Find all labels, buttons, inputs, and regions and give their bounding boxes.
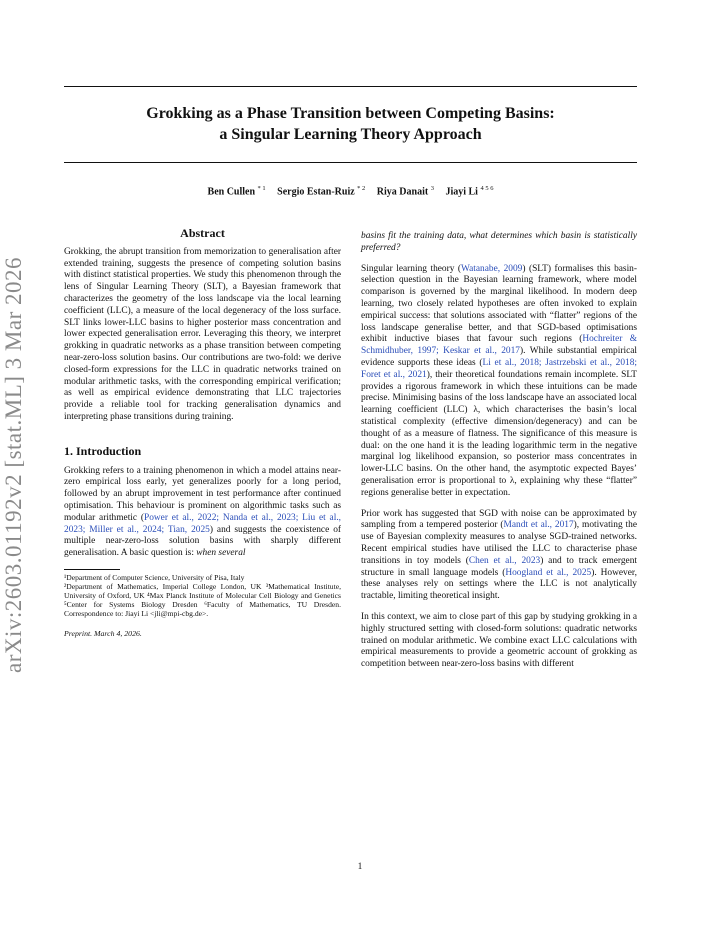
abstract-text: Grokking, the abrupt transition from memorization to generalisation after extended training, suggests the presence of competing solution basins with distinct statistical properties. We study this phenomenon through the lens of Singular Learning Theory (SLT), a Bayesian framework that characterizes the geometry of the loss landscape via the local learning coefficient (LLC), a measure of the local degeneracy of the loss surface. SLT links lower-LLC basins to higher posterior mass concentration and lower expected generalisation error. Leveraging this theory, we interpret grokking in quadratic networks as a phase transition between competing near-zero-loss solution basins. Our contributions are two-fold: we derive closed-form expressions for the LLC in quadratic networks trained on modular arithmetic tasks, with the corresponding empirical verification; as well as empirical evidence demonstrating that LLC trajectories provide a reliable tool for tracking generalisation dynamics and interpreting phase transitions during training. xyxy=(64,246,341,422)
abstract-heading: Abstract xyxy=(180,226,225,240)
introduction-heading: 1. Introduction xyxy=(64,443,142,458)
author-name: Sergio Estan-Ruiz xyxy=(277,186,355,198)
title-line-2: a Singular Learning Theory Approach xyxy=(219,126,482,143)
title-rule-top xyxy=(64,86,637,87)
footnote-rule xyxy=(64,569,120,570)
intro-paragraph-4: In this context, we aim to close part of this gap by studying grokking in a highly structured setting with closed-form solutions: quadratic networks trained on modular arithmetic. We combine exact LLC calculations with empirical measurements to provide a geometric account of grokking as competition between near-zero-loss basins with different xyxy=(361,611,637,670)
citation-link[interactable]: Chen et al., 2023 xyxy=(468,555,541,566)
citation-link[interactable]: Hochreiter & Schmidhuber, 1997; Keskar et al., 2017 xyxy=(361,334,638,357)
author-name: Jiayi Li xyxy=(445,186,478,198)
footnotes xyxy=(64,573,341,618)
footnote-affiliation: ¹Department of Computer Science, University of Pisa, Italy xyxy=(64,572,245,582)
right-column xyxy=(361,231,637,671)
citation-link[interactable]: Watanabe, 2009 xyxy=(461,263,523,274)
author-name: Riya Danait xyxy=(376,186,429,198)
page-number: 1 xyxy=(357,862,363,872)
intro-question-continuation: basins fit the training data, what determines which basin is statistically preferred? xyxy=(361,231,637,253)
author-affiliation: 3 xyxy=(430,185,434,192)
title-rule-bottom xyxy=(64,162,637,163)
author-list xyxy=(64,185,637,197)
citation-link[interactable]: Mandt et al., 2017 xyxy=(503,520,574,531)
citation-link[interactable]: Li et al., 2018; Jastrzebski et al., 2018; Foret et al., 2021 xyxy=(361,357,637,380)
footnote-affiliation: ²Department of Mathematics, Imperial College London, UK ³Mathematical Institute, University of Oxford, UK ⁴Max Planck Institute of Molecular Cell Biology and Genetics ⁵Center for Systems Biology Dresden ⁶Faculty of Mathematics, TU Dresden. Correspondence to: Jiayi Li <jli@mpi-cbg.de>. xyxy=(64,581,341,618)
citation-link[interactable]: Hoogland et al., 2025 xyxy=(505,567,592,578)
arxiv-stamp-text: arXiv:2603.01192v2 [stat.ML] 3 Mar 2026 xyxy=(1,257,26,673)
preprint-date: Preprint. March 4, 2026. xyxy=(64,628,142,638)
intro-paragraph-1: Grokking refers to a training phenomenon in which a model attains near-zero empirical loss early, yet generalizes poorly for a long period, followed by an abrupt improvement in test performance after continued optimisation. This behaviour is prominent on algorithmic tasks such as modular arithmetic (Power et al., 2022; Nanda et al., 2023; Liu et al., 2023; Miller et al., 2024; Tian, 2025) and suggests the coexistence of multiple near-zero-loss solution basins with sharply different generalisation. A basic question is: when several xyxy=(64,465,342,559)
author-affiliation: * 2 xyxy=(357,185,366,192)
author-affiliation: * 1 xyxy=(257,185,266,192)
author-name: Ben Cullen xyxy=(207,186,256,198)
author-affiliation: 4 5 6 xyxy=(480,185,494,192)
citation-link[interactable]: Power et al., 2022; Nanda et al., 2023; Liu et al., 2023; Miller et al., 2024; Tian, 2025 xyxy=(64,512,342,535)
intro-paragraph-3: Prior work has suggested that SGD with noise can be approximated by sampling from a tempered posterior (Mandt et al., 2017), motivating the use of Bayesian complexity measures to analyse SGD-trained networks. Recent empirical studies have utilised the LLC to characterise phase transitions in toy models (Chen et al., 2023) and to track emergent structure in small language models (Hoogland et al., 2025). However, these analyses rely on settings where the LLC is not analytically tractable, limiting theoretical insight. xyxy=(361,508,637,602)
title-line-1: Grokking as a Phase Transition between Competing Basins: xyxy=(146,105,555,122)
paper-title xyxy=(64,103,637,145)
intro-paragraph-2: Singular learning theory (Watanabe, 2009) (SLT) formalises this basin-selection question in the Bayesian learning framework, where model comparison is governed by the marginal likelihood. In modern deep learning, two closely related hypotheses are often invoked to explain empirical success: that solutions associated with “flatter” regions of the loss landscape generalise better, and that SGD-based optimisations exhibit inductive biases that favour such regions (Hochreiter & Schmidhuber, 1997; Keskar et al., 2017). While substantial empirical evidence supports these ideas (Li et al., 2018; Jastrzebski et al., 2018; Foret et al., 2021), their theoretical foundations remain incomplete. SLT provides a rigorous framework in which these intuitions can be made precise. Minimising basins of the loss landscape have an associated local learning coefficient (LLC) λ, which characterises the basin’s local statistical complexity (effective dimension/degeneracy) and can be thought of as a measure of flatness. The significance of this measure is dual: on the one hand it is the leading logarithmic term in the negative marginal log likelihood expansion, so posterior mass concentrates in lower-LLC basins. On the other hand, the asymptotic expected Bayes’ generalisation error is proportional to λ, explaining why these “flatter” regions generalise better in expectation. xyxy=(361,263,638,498)
left-column xyxy=(64,228,341,640)
